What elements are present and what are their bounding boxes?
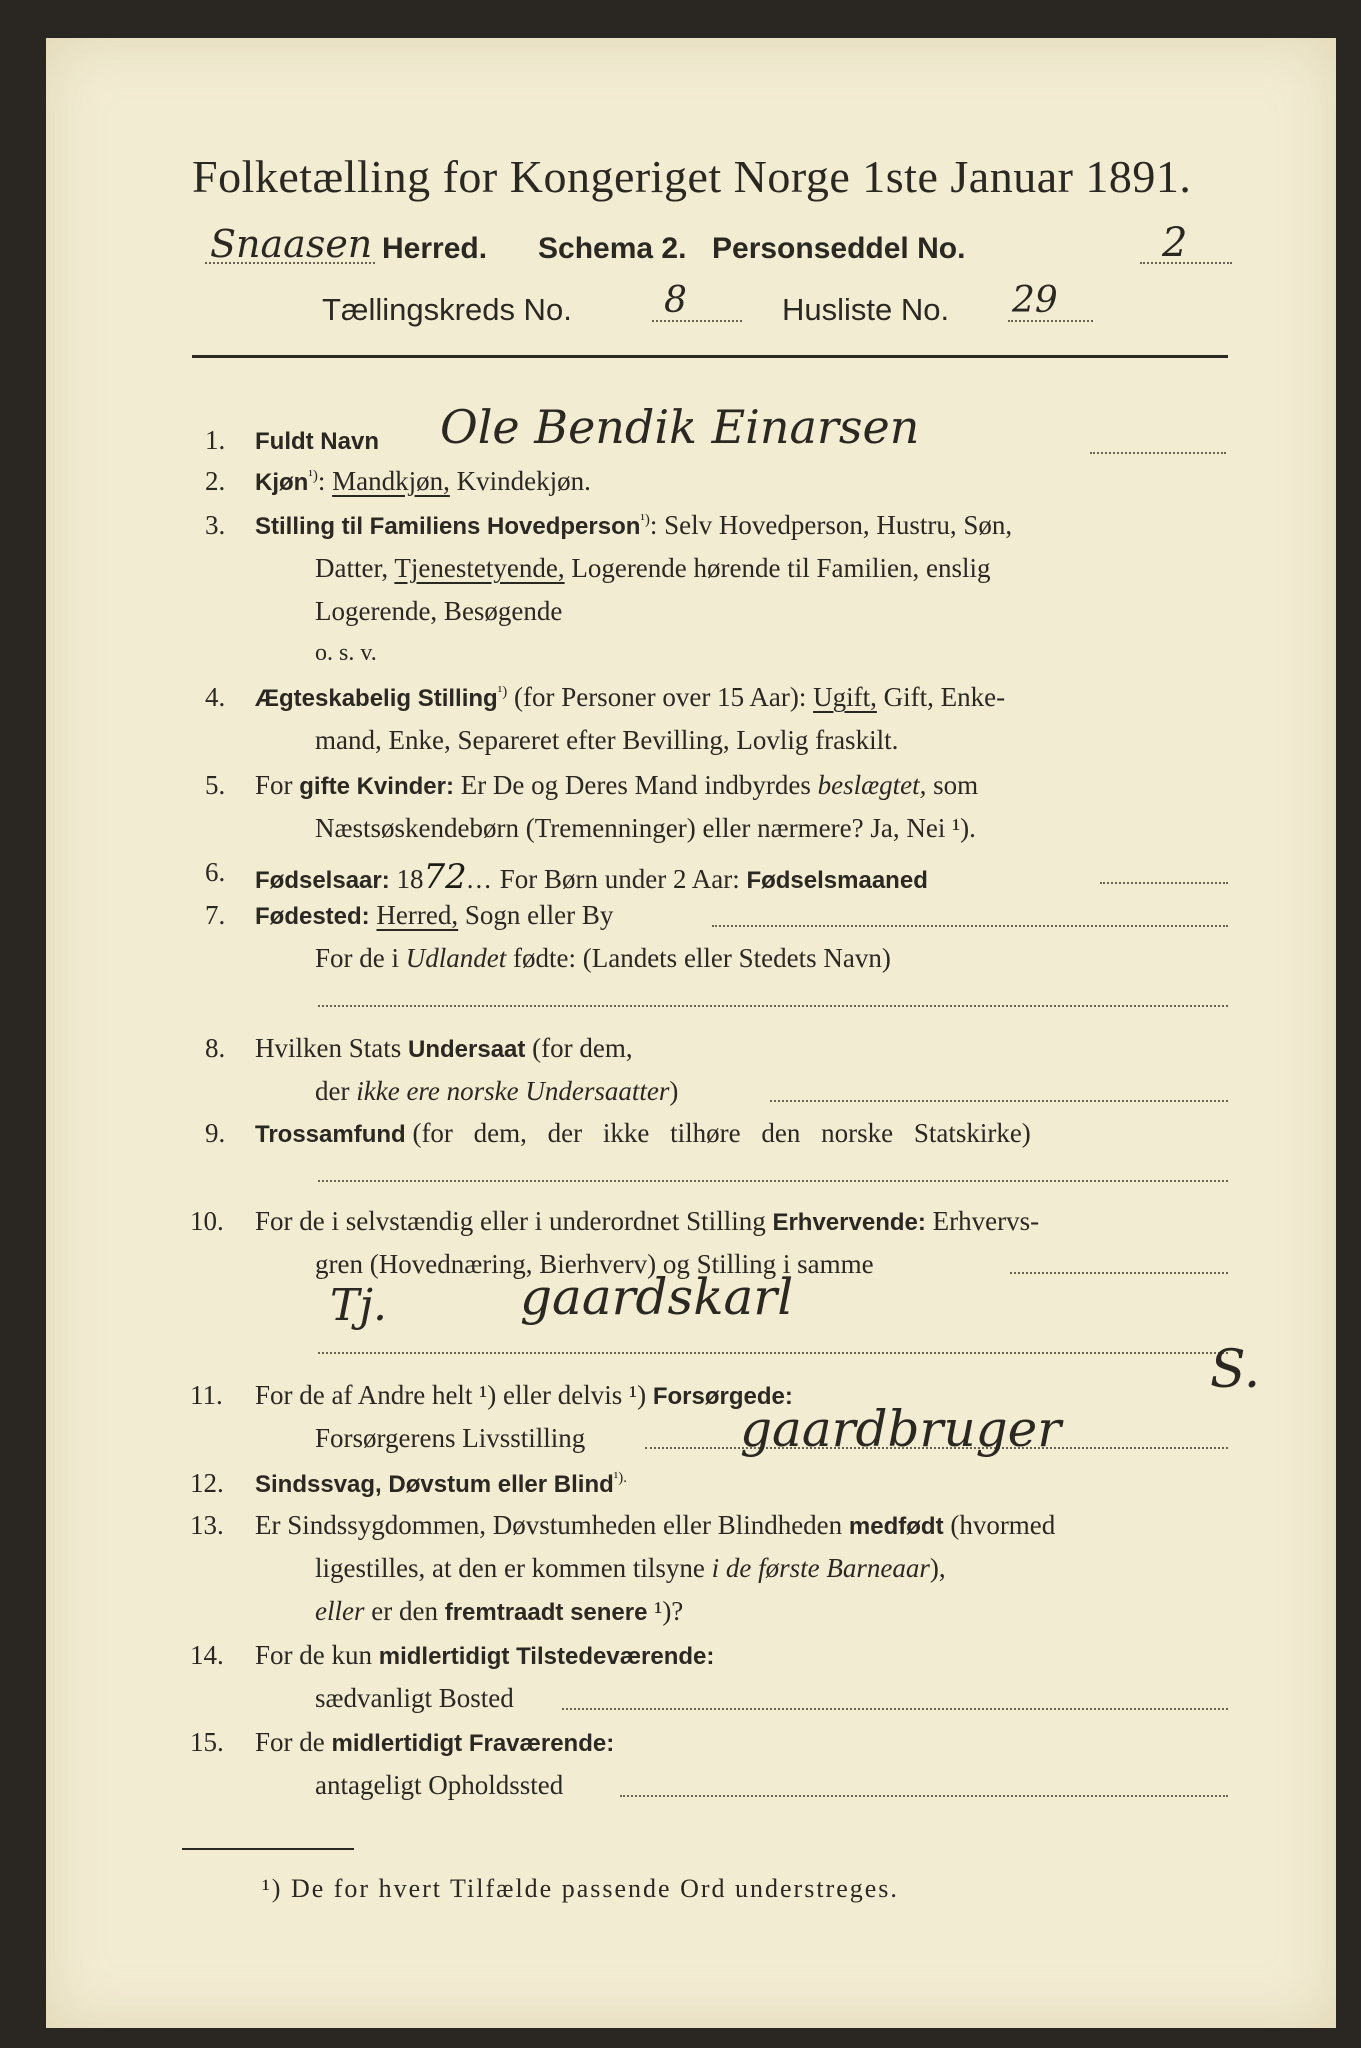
q14-label: midlertidigt Tilstedeværende: [378,1643,715,1670]
q8-dots [770,1100,1228,1102]
q6-label: Fødselsaar: [255,867,390,894]
footnote-rule [182,1848,354,1850]
q5-number: 5. [205,770,226,800]
q12-number: 12. [190,1468,224,1498]
q4-line2: mand, Enke, Separeret efter Bevilling, Lovlig fraskilt. [315,725,899,755]
q12-sup: ¹). [613,1470,628,1486]
form-title: Folketælling for Kongeriget Norge 1ste Januar 1891. [192,151,1192,202]
husliste-label: Husliste No. [782,292,950,327]
q2-opt-kvindekjon: Kvindekjøn. [456,466,591,496]
q1-label: Fuldt Navn [255,428,379,455]
q10-line2: gren (Hovednæring, Bierhverv) og Stilling i samme [315,1249,874,1279]
herred-dots [205,262,375,264]
footnote: ¹) De for hvert Tilfælde passende Ord understreges. [262,1874,899,1903]
q8-line2 [315,1076,678,1107]
q13-line1 [255,1510,1055,1541]
q6-number: 6. [205,857,226,887]
q10-number: 10. [190,1206,224,1236]
q9-line1 [255,1118,1031,1149]
q2-label: Kjøn [255,469,309,496]
q10-dots2 [318,1352,1228,1354]
q11-line1 [255,1380,793,1411]
q10-value: gaardskarl [520,1268,794,1326]
q6-label2: Fødselsmaaned [746,867,928,894]
q8-text1: Hvilken Stats [255,1033,402,1063]
q7-dots1 [712,925,1228,927]
herred-value: Snaasen [210,222,373,266]
q13-paren: ), [929,1553,946,1583]
q6-prefix: 18 [396,864,424,894]
q2-line [255,466,591,497]
q2-opt-mandkjon: Mandkjøn, [332,466,450,496]
q3-tjenestetyende: Tjenestetyende, [394,553,565,583]
q9-label: Trossamfund [255,1121,406,1148]
q2-sup: ¹) [308,468,318,484]
q13-line3 [315,1596,683,1627]
q7-herred: Herred, [376,900,459,930]
q12-line [255,1468,627,1499]
q8-number: 8. [205,1033,226,1063]
q14-line1 [255,1640,714,1671]
q9-number: 9. [205,1118,226,1148]
q5-label: gifte Kvinder: [299,773,454,800]
schema-label: Schema 2. [538,232,687,265]
q2-colon: : [317,466,326,496]
q6-mid: For Børn under 2 Aar: [499,864,740,894]
q1-number: 1. [205,425,226,455]
q13-text2: (hvormed [950,1510,1056,1540]
q11-number: 11. [190,1380,223,1410]
q3-sup: ¹) [640,512,650,528]
q11-mark: S. [1210,1340,1261,1400]
q1-value: Ole Bendik Einarsen [440,400,920,454]
q5-pre: For [255,770,293,800]
q13-barneaar: i de første Barneaar [711,1553,930,1583]
q3-line3: Logerende, Besøgende [315,596,563,626]
q11-value: gaardbruger [740,1400,1062,1458]
q7-dots2 [318,1005,1228,1007]
q7-udlandet: Udlandet [405,943,507,973]
q10-text1: For de i selvstændig eller i underordnet Stilling [255,1206,766,1236]
q15-number: 15. [190,1727,224,1757]
q4-line1 [255,682,1005,713]
q6-value: 72 [423,857,467,897]
q3-text1: : Selv Hovedperson, Hustru, Søn, [649,510,1013,540]
q5-beslaegtet: beslægtet, [817,770,927,800]
q7-for-de-i: For de i [315,943,399,973]
q6-line: Fødselsaar: 1872... For Børn under 2 Aar: Fødselsmaaned [255,857,928,897]
husliste-dots [1008,320,1093,322]
herred-label: Herred. [382,232,488,265]
q3-label: Stilling til Familiens Hovedperson [255,513,641,540]
q14-line2: sædvanligt Bosted [315,1683,514,1713]
q10-label: Erhvervende: [772,1209,926,1236]
q3-line1 [255,510,1012,541]
personseddel-label: Personseddel No. [712,232,966,265]
header-rule [192,355,1228,358]
q6-dots [1100,882,1228,884]
q5-line2: Næstsøskendebørn (Tremenninger) eller nærmere? Ja, Nei ¹). [315,813,976,843]
census-form [46,38,1336,2028]
q13-number: 13. [190,1510,224,1540]
q7-line2 [315,943,891,974]
q1-dots [1090,452,1226,454]
q14-number: 14. [190,1640,224,1670]
q15-line2: antageligt Opholdssted [315,1770,564,1800]
q8-der: der [315,1076,350,1106]
q7-number: 7. [205,900,226,930]
q13-text1: Er Sindssygdommen, Døvstumheden eller Blindheden [255,1510,843,1540]
q13-er-den: er den [371,1596,438,1626]
kreds-label: Tællingskreds No. [322,292,572,327]
q10-line1 [255,1206,1039,1237]
q10-text2: Erhvervs- [932,1206,1040,1236]
q8-line1 [255,1033,633,1064]
q5-line1 [255,770,978,801]
q3-number: 3. [205,510,226,540]
kreds-dots [652,320,742,322]
q14-dots [562,1708,1228,1710]
q11-line2: Forsørgerens Livsstilling [315,1423,586,1453]
personseddel-value: 2 [1162,220,1188,266]
q8-label: Undersaat [408,1036,526,1063]
q5-text1: Er De og Deres Mand indbyrdes [460,770,811,800]
q14-pre: For de kun [255,1640,372,1670]
q4-text2: Gift, Enke- [883,682,1006,712]
q3-line2 [315,553,990,584]
q13-label2: fremtraadt senere [444,1599,648,1626]
q15-pre: For de [255,1727,325,1757]
q13-text3: ligestilles, at den er kommen tilsyne [315,1553,705,1583]
q2-number: 2. [205,466,226,496]
q12-label: Sindssvag, Døvstum eller Blind [255,1471,614,1498]
q4-number: 4. [205,682,226,712]
q4-text1: (for Personer over 15 Aar): [513,682,807,712]
q8-ikke-norske: ikke ere norske Undersaatter [356,1076,670,1106]
q13-line2 [315,1553,946,1584]
q10-value-prefix: Tj. [330,1280,387,1331]
q7-text2: fødte: (Landets eller Stedets Navn) [513,943,891,973]
q15-dots [620,1795,1228,1797]
q13-eller: eller [315,1596,365,1626]
q13-label: medfødt [848,1513,944,1540]
q11-label: Forsørgede: [652,1383,793,1410]
kreds-value: 8 [664,280,687,321]
q13-sup: ¹)? [654,1596,684,1626]
q10-dots1 [1010,1272,1228,1274]
q4-ugift: Ugift, [813,682,877,712]
q8-text2: (for dem, [532,1033,633,1063]
q15-line1 [255,1727,614,1758]
q7-label: Fødested: [255,903,370,930]
q5-text2: som [933,770,979,800]
q11-text1: For de af Andre helt ¹) eller delvis ¹) [255,1380,647,1410]
q3-datter: Datter, [315,553,389,583]
personseddel-dots [1140,262,1232,264]
q3-line4: o. s. v. [315,640,377,666]
q7-rest: Sogn eller By [464,900,614,930]
q3-text2: Logerende hørende til Familien, enslig [571,553,991,583]
q4-sup: ¹) [497,684,508,700]
q4-label: Ægteskabelig Stilling [255,685,498,712]
q7-line1 [255,900,613,931]
q9-rest: (for dem, der ikke tilhøre den norske Statskirke) [412,1118,1031,1148]
q9-dots [318,1180,1228,1182]
q8-paren: ) [669,1076,679,1106]
husliste-value: 29 [1012,280,1058,321]
q15-label: midlertidigt Fraværende: [331,1730,615,1757]
